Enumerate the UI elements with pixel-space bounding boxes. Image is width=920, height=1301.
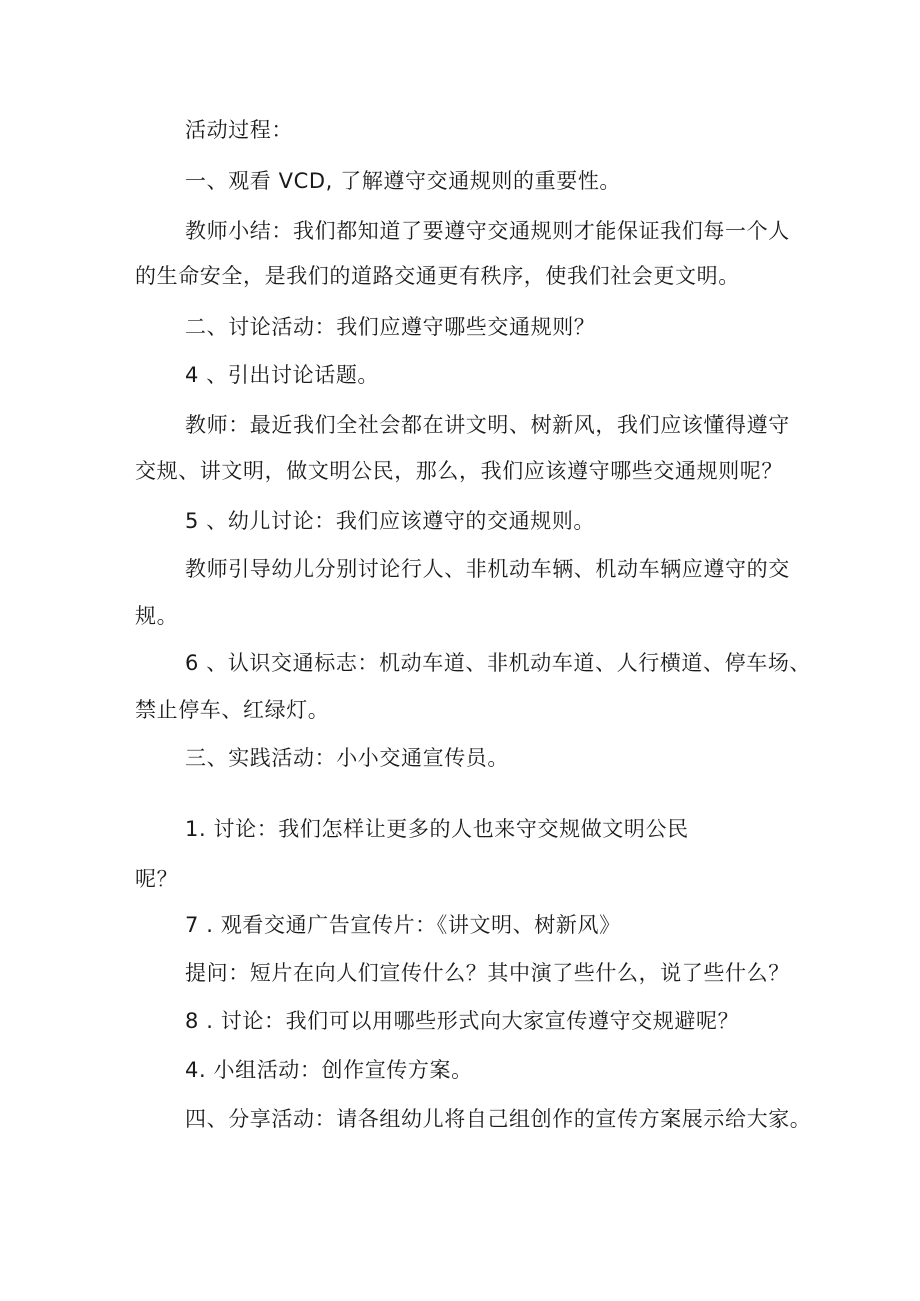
paragraph-line: 提问：短片在向人们宣传什么？其中演了些什么，说了些什么？ xyxy=(185,961,790,985)
step-two-heading: 二、讨论活动：我们应遵守哪些交通规则？ xyxy=(185,315,596,339)
paragraph-line: 交规、讲文明，做文明公民，那么，我们应该遵守哪些交通规则呢？ xyxy=(135,459,783,483)
paragraph-line: 教师引导幼儿分别讨论行人、非机动车辆、机动车辆应遵守的交 xyxy=(185,557,790,581)
list-item: 1. 讨论：我们怎样让更多的人也来守交规做文明公民 xyxy=(185,817,689,841)
paragraph-line: 的生命安全，是我们的道路交通更有秩序，使我们社会更文明。 xyxy=(135,264,740,288)
list-item: 4. 小组活动：创作宣传方案。 xyxy=(185,1058,473,1082)
step-one-heading: 一、观看 VCD, 了解遵守交通规则的重要性。 xyxy=(185,169,622,193)
paragraph-line: 禁止停车、红绿灯。 xyxy=(135,698,330,722)
paragraph-line: 呢？ xyxy=(135,867,179,891)
list-item: 4 、引出讨论话题。 xyxy=(185,363,380,387)
paragraph-line: 教师：最近我们全社会都在讲文明、树新风，我们应该懂得遵守 xyxy=(185,413,790,437)
paragraph-line: 规。 xyxy=(135,604,179,628)
step-three-heading: 三、实践活动：小小交通宣传员。 xyxy=(185,746,509,770)
list-item: 5 、幼儿讨论：我们应该遵守的交通规则。 xyxy=(185,509,596,533)
list-item: 8 . 讨论：我们可以用哪些形式向大家宣传遵守交规避呢？ xyxy=(185,1009,740,1033)
list-item: 7 . 观看交通广告宣传片：《讲文明、树新风》 xyxy=(185,913,621,937)
list-item: 6 、认识交通标志：机动车道、非机动车道、人行横道、停车场、 xyxy=(185,651,812,675)
step-four-heading: 四、分享活动：请各组幼儿将自己组创作的宣传方案展示给大家。 xyxy=(185,1107,812,1131)
section-heading-process: 活动过程： xyxy=(185,118,293,142)
paragraph-line: 教师小结：我们都知道了要遵守交通规则才能保证我们每一个人 xyxy=(185,219,790,243)
